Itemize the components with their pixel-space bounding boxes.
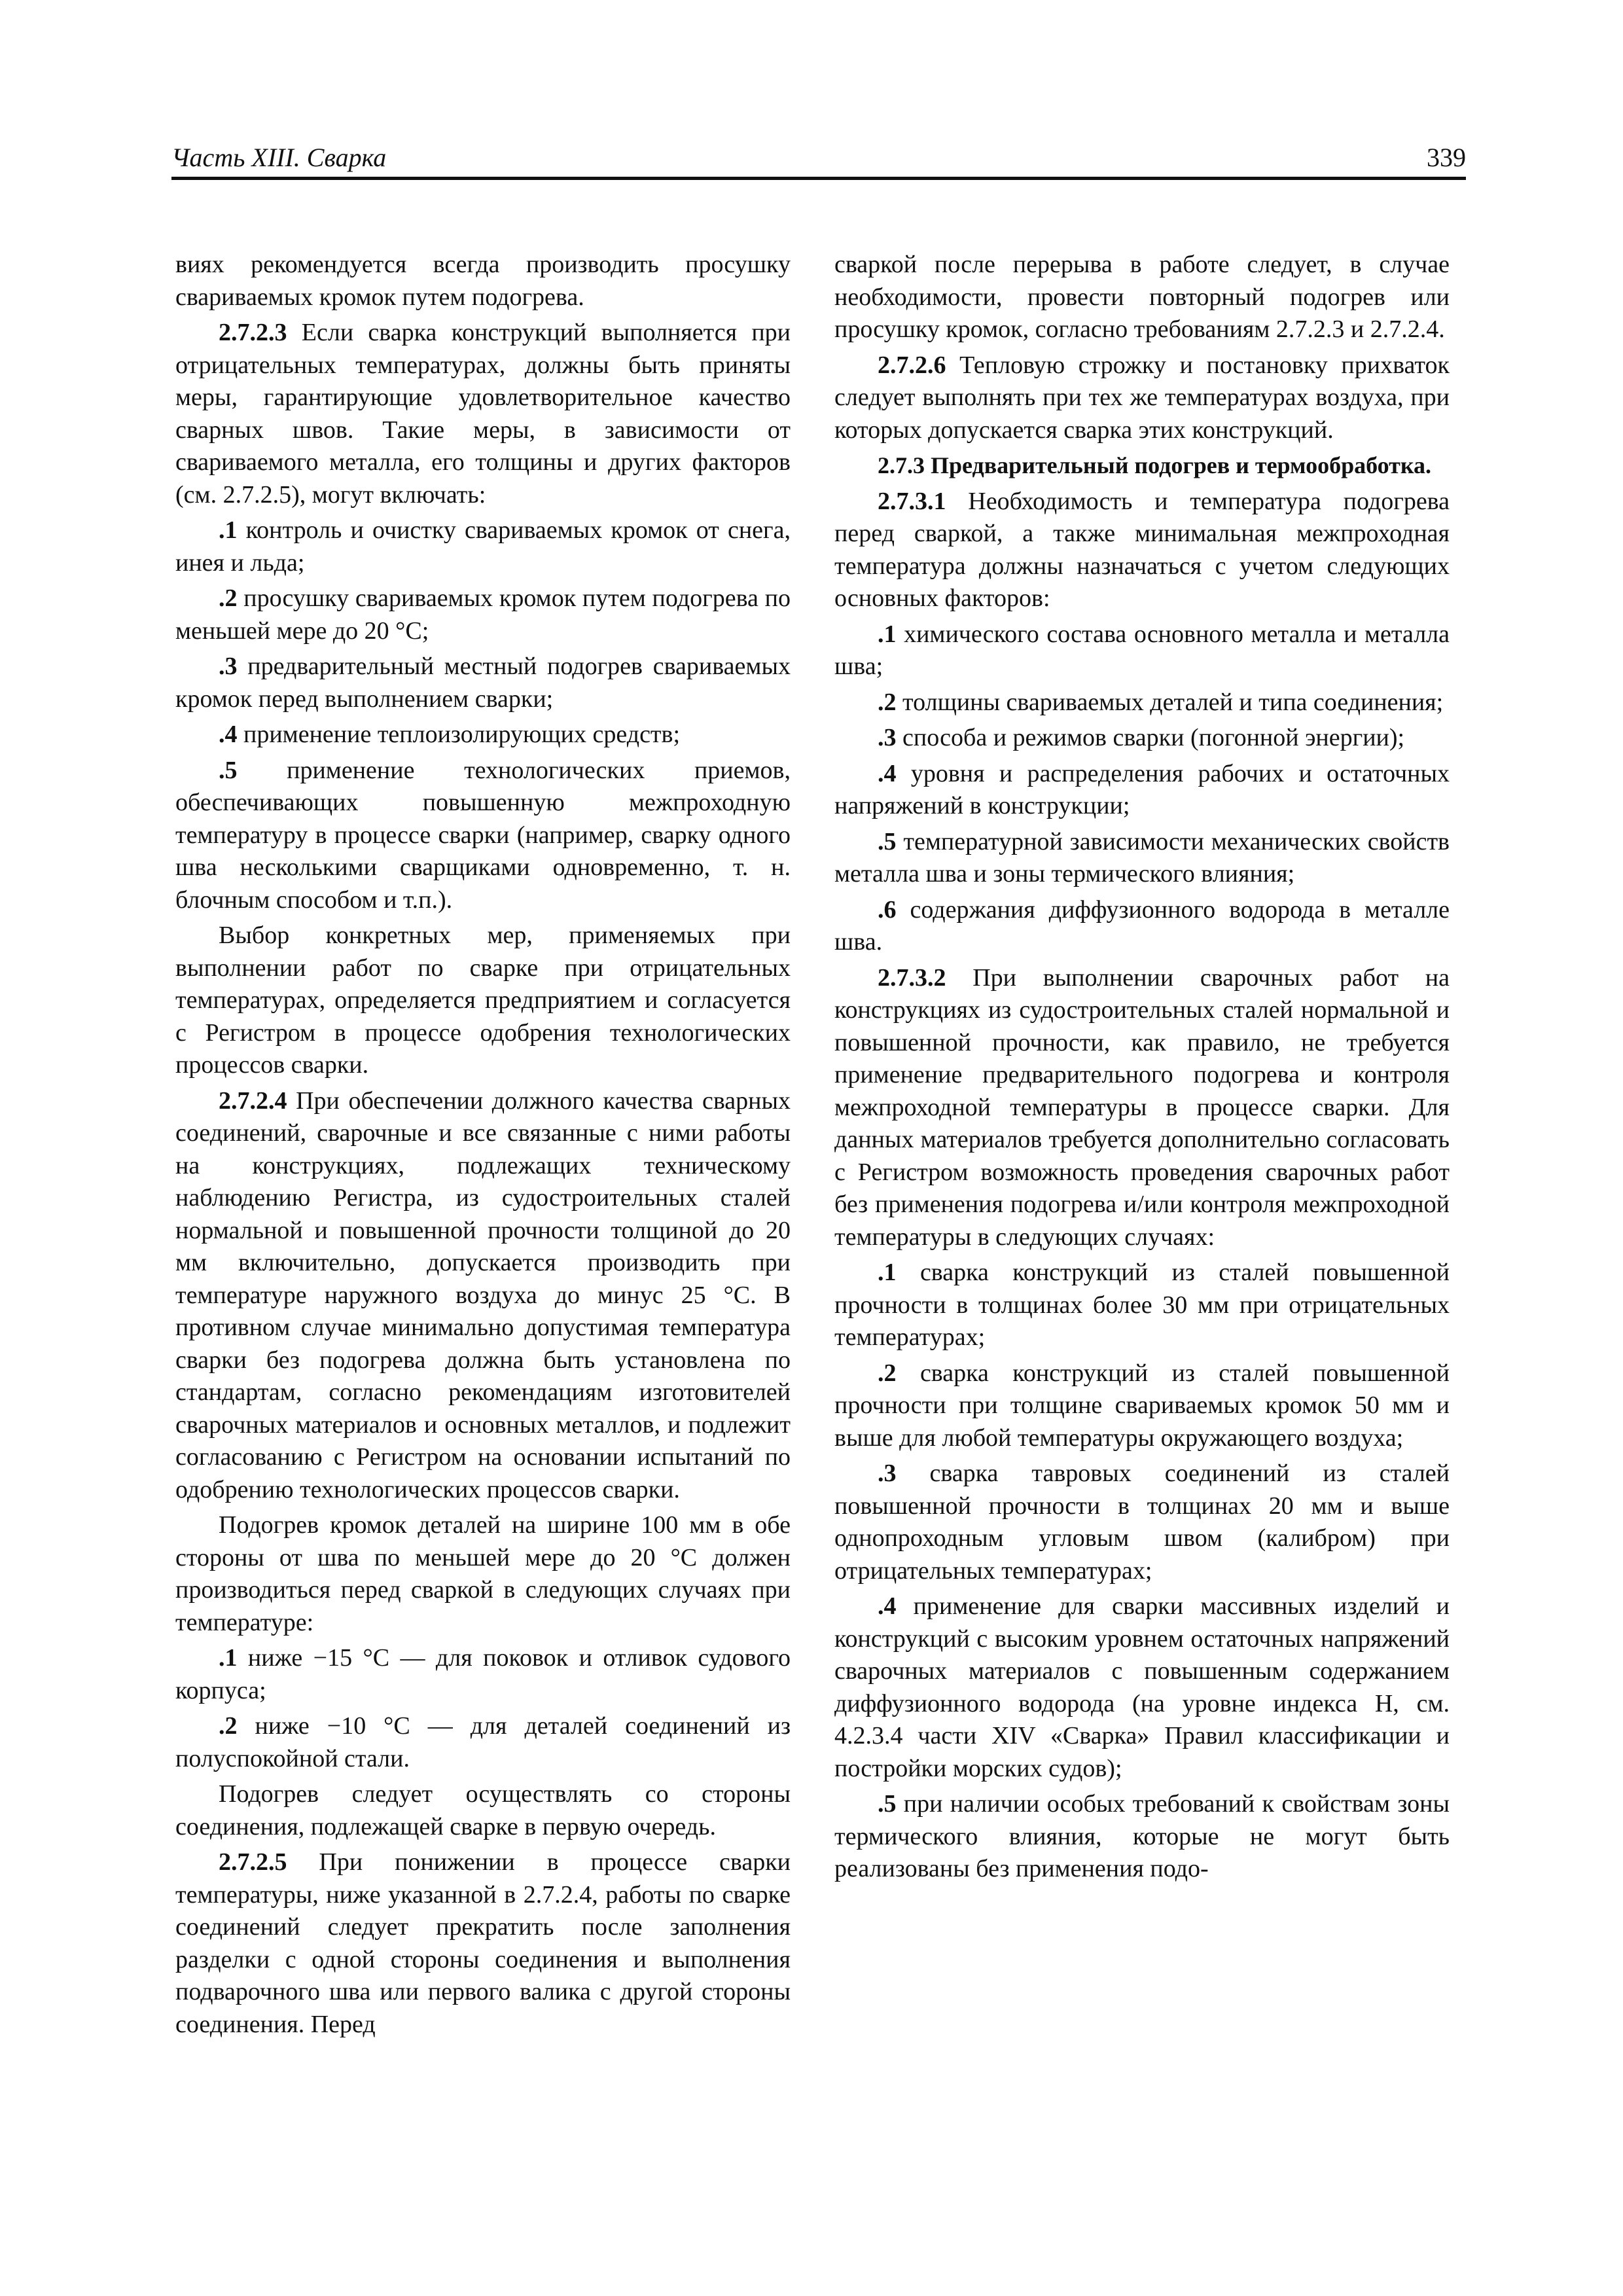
paragraph-2-7-2-4: 2.7.2.4 При обеспечении должного качества сварных соединений, сварочные и все связанные с ними работы на конструкциях, подлежащих техническому наблюдению Регистра, из судостроительных сталей нормальной и повышенной прочности толщиной до 20 мм включительно, допускается производить при температуре наружного воздуха до минус 25 °С. В противном случае минимально допустимая температура сварки без подогрева должна быть установлена по стандартам, согласно рекомендациям изготовителей сварочных материалов и основных металлов, и подлежит согласованию с Регистром на основании испытаний по одобрению технологических процессов сварки. [175,1086,791,1503]
list-item: .5 температурной зависимости механических свойств металла шва и зоны термического влияния; [834,827,1450,888]
section-heading: 2.7.3 Предварительный подогрев и термообработка. [878,452,1432,478]
list-item: .4 применение теплоизолирующих средств; [219,721,681,748]
paragraph-2-7-2-6: 2.7.2.6 Тепловую строжку и постановку прихваток следует выполнять при тех же температурах воздуха, при которых допускается сварка этих конструкций. [834,351,1450,444]
paragraph-2-7-3-2: 2.7.3.2 При выполнении сварочных работ на конструкциях из судостроительных сталей нормальной и повышенной прочности, как правило, не требуется применение предварительного подогрева и контроля межпроходной температуры в процессе сварки. Для данных материалов требуется дополнительно согласовать с Регистром возможность проведения сварочных работ без применения подогрева и/или контроля межпроходной температуры в следующих случаях: [834,963,1450,1251]
list-item: .5 при наличии особых требований к свойствам зоны термического влияния, которые не могут быть реализованы без применения подо- [834,1790,1450,1882]
list-item: .1 сварка конструкций из сталей повышенной прочности в толщинах более 30 мм при отрицательных температурах; [834,1259,1450,1351]
list-item: .4 уровня и распределения рабочих и остаточных напряжений в конструкции; [834,759,1450,819]
list-item: .3 сварка тавровых соединений из сталей повышенной прочности в толщинах 20 мм и выше однопроходным угловым швом (калибром) при отрицательных температурах; [834,1460,1450,1585]
page-number: 339 [1427,143,1466,172]
paragraph: Выбор конкретных мер, применяемых при выполнении работ по сварке при отрицательных температурах, определяется предприятием и согласуется с Регистром в процессе одобрения технологических процессов сварки. [175,922,791,1079]
list-item: .1 химического состава основного металла и металла шва; [834,620,1450,680]
running-header [171,140,1466,180]
list-item: .2 ниже −10 °С — для деталей соединений из полуспокойной стали. [175,1712,791,1772]
list-item: .5 применение технологических приемов, обеспечивающих повышенную межпроходную температуру в процессе сварки (например, сварку одного шва несколькими сварщиками одновременно, т. н. блочным способом и т.п.). [175,756,791,914]
paragraph: сваркой после перерыва в работе следует, в случае необходимости, провести повторный подогрев или просушку кромок, согласно требованиям 2.7.2.3 и 2.7.2.4. [834,251,1450,343]
paragraph-2-7-2-3: 2.7.2.3 Если сварка конструкций выполняется при отрицательных температурах, должны быть приняты меры, гарантирующие удовлетворительное качество сварных швов. Такие меры, в зависимости от свариваемого металла, его толщины и других факторов (см. 2.7.2.5), могут включать: [175,319,791,509]
list-item: .2 сварка конструкций из сталей повышенной прочности при толщине свариваемых кромок 50 мм и выше для любой температуры окружающего воздуха; [834,1359,1450,1452]
list-item: .3 предварительный местный подогрев свариваемых кромок перед выполнением сварки; [175,653,791,713]
list-item: .1 ниже −15 °С — для поковок и отливок судового корпуса; [175,1644,791,1704]
list-item: .6 содержания диффузионного водорода в металле шва. [834,895,1450,956]
paragraph-2-7-3-1: 2.7.3.1 Необходимость и температура подогрева перед сваркой, а также минимальная межпроходная температура должны назначаться с учетом следующих основных факторов: [834,487,1450,612]
paragraph-2-7-2-5: 2.7.2.5 При понижении в процессе сварки температуры, ниже указанной в 2.7.2.4, работы по сварке соединений следует прекратить после заполнения разделки с одной стороны соединения и выполнения подварочного шва или первого валика с другой стороны соединения. Перед [175,1848,791,2038]
list-item: .1 контроль и очистку свариваемых кромок от снега, инея и льда; [175,516,791,577]
list-item: .2 просушку свариваемых кромок путем подогрева по меньшей мере до 20 °С; [175,584,791,645]
right-column [834,249,1450,1889]
list-item: .3 способа и режимов сварки (погонной энергии); [878,724,1405,751]
left-column [175,249,791,2044]
list-item: .2 толщины свариваемых деталей и типа соединения; [878,688,1444,716]
paragraph: виях рекомендуется всегда производить просушку свариваемых кромок путем подогрева. [175,251,791,311]
paragraph: Подогрев следует осуществлять со стороны соединения, подлежащей сварке в первую очередь. [175,1780,791,1840]
paragraph: Подогрев кромок деталей на ширине 100 мм в обе стороны от шва по меньшей мере до 20 °С должен производиться перед сваркой в следующих случаях при температуре: [175,1511,791,1636]
list-item: .4 применение для сварки массивных изделий и конструкций с высоким уровнем остаточных напряжений сварочных материалов с повышенным содержанием диффузионного водорода (на уровне индекса Н, см. 4.2.3.4 части XIV «Сварка» Правил классификации и постройки морских судов); [834,1592,1450,1782]
section-title: Часть XIII. Сварка [171,143,387,172]
